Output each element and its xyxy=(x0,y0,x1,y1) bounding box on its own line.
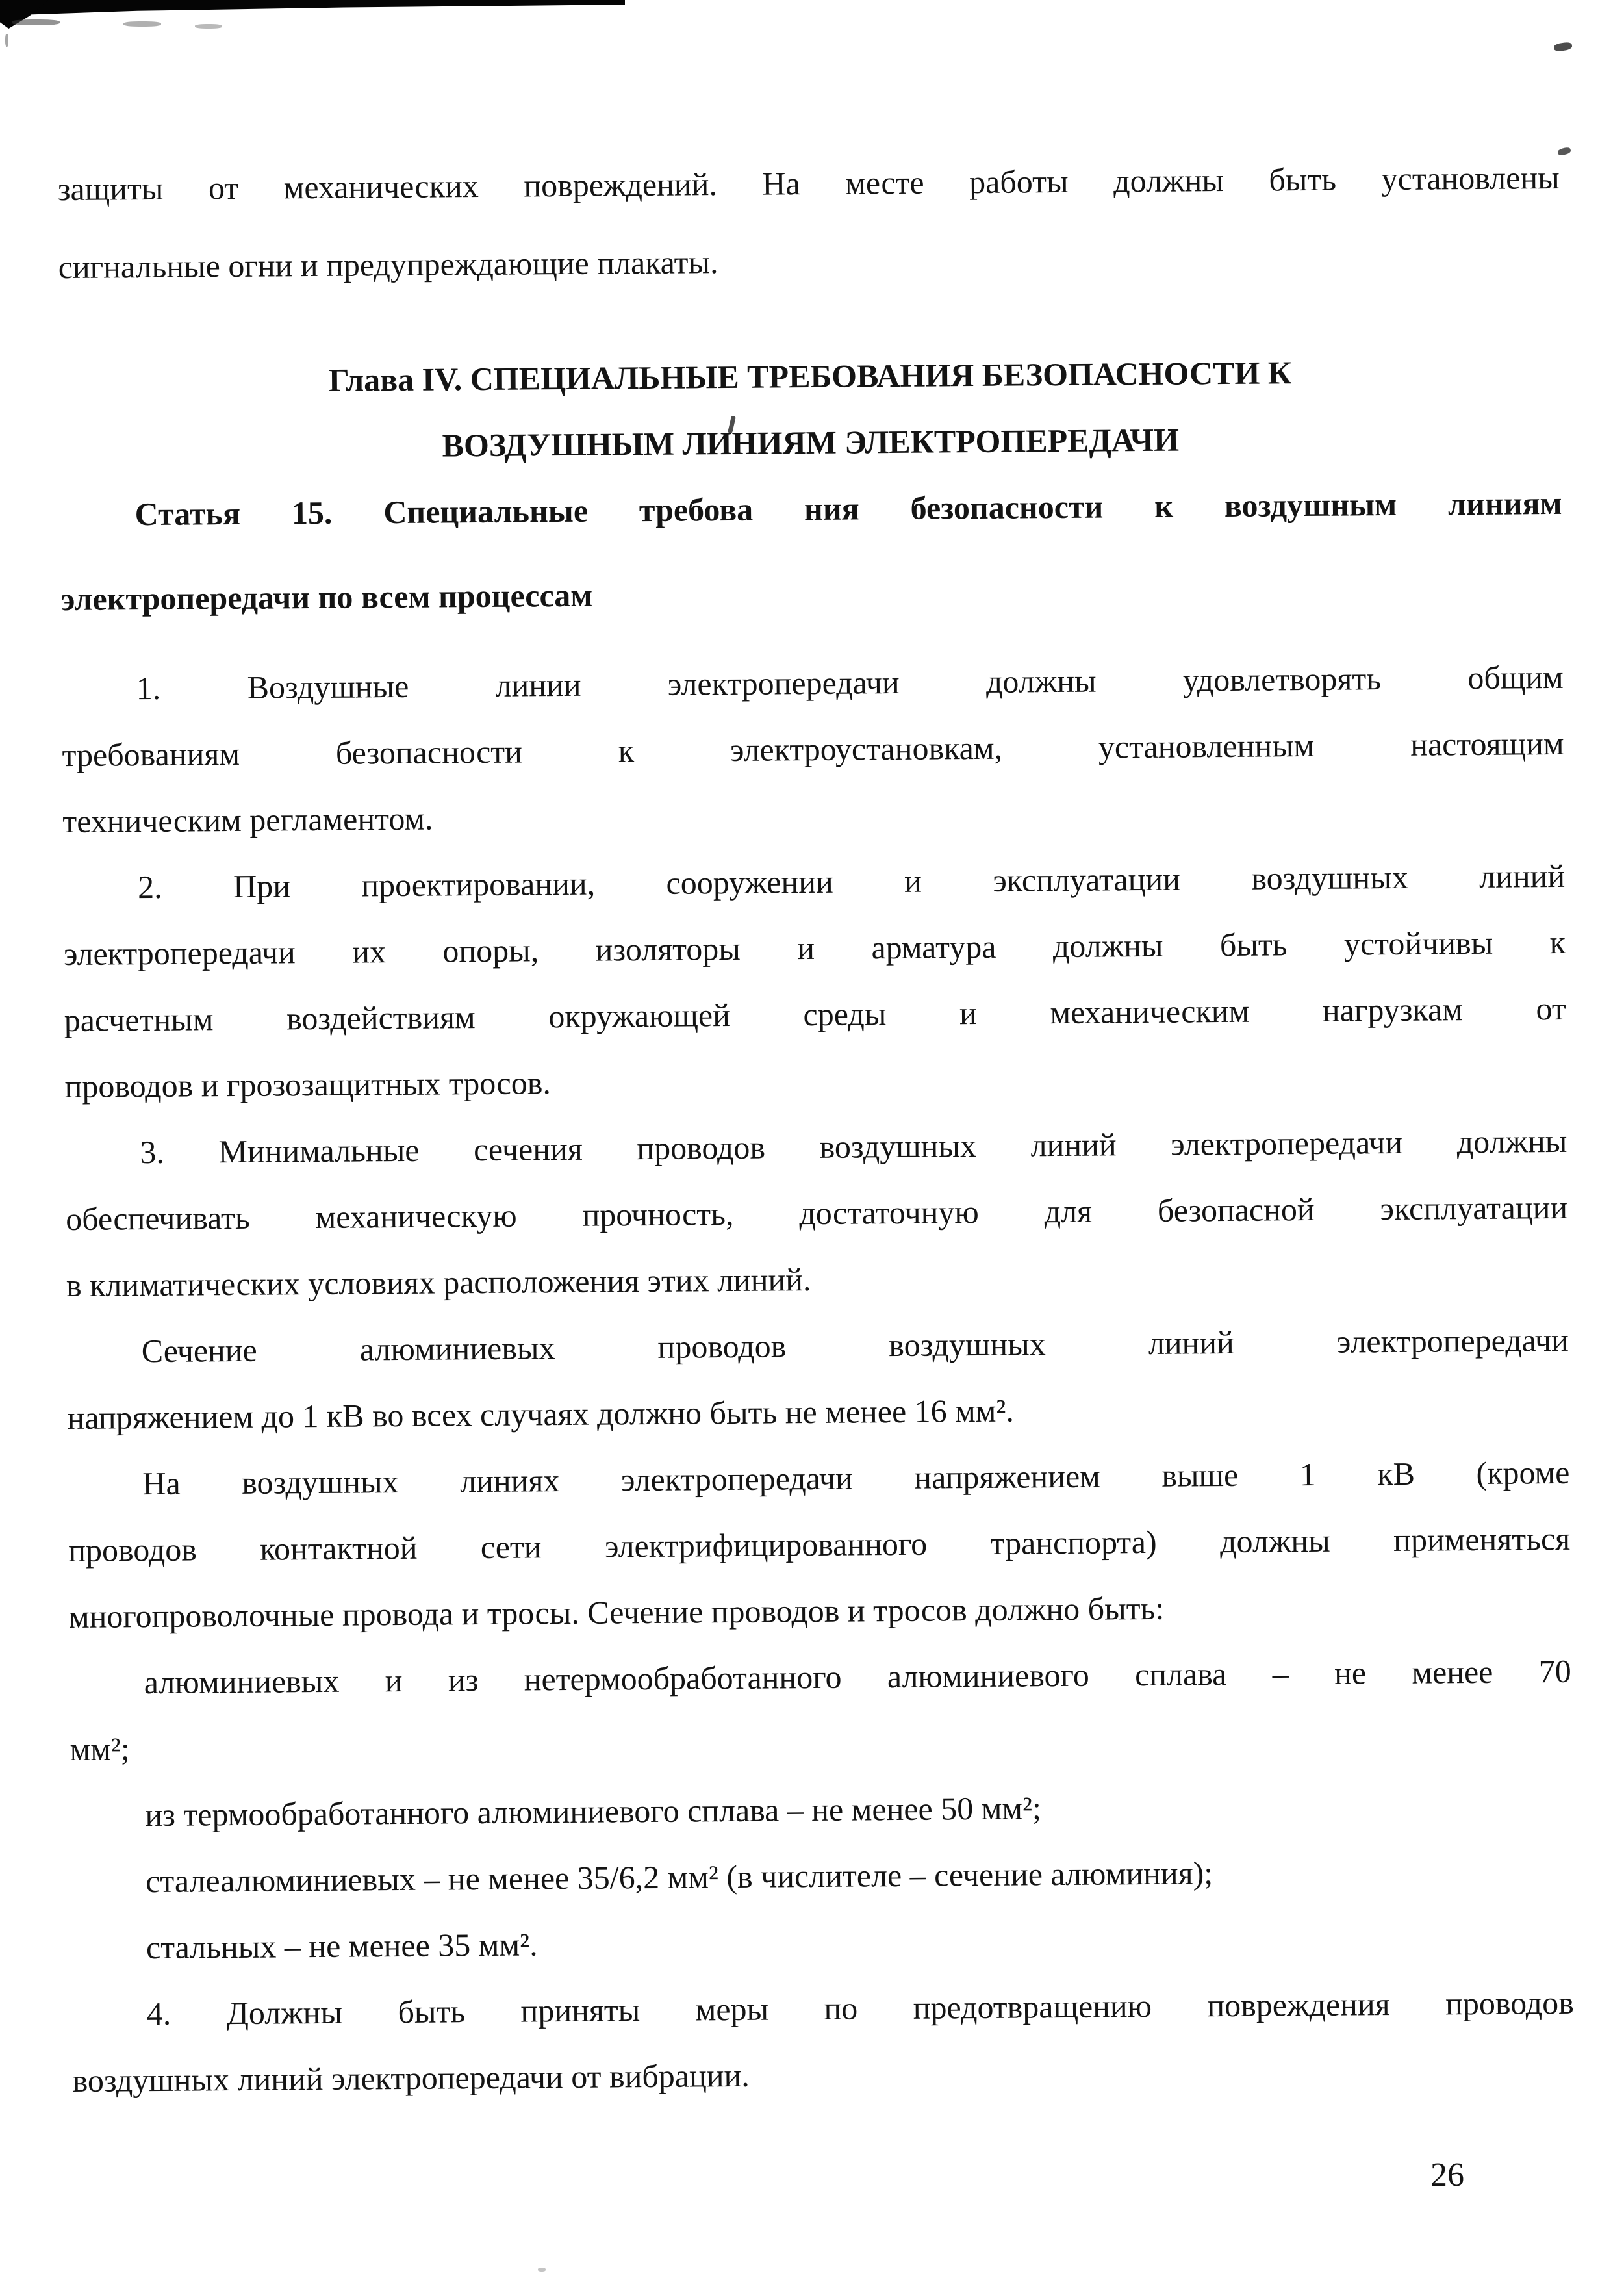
paragraph-3-aluminum-section xyxy=(66,1307,1569,1451)
paragraph-1-line-1: 1. Воздушные линии электропередачи должны удовлетворять общим xyxy=(136,658,1564,707)
aluminum-section-line-1: Сечение алюминиевых проводов воздушных линий электропередачи xyxy=(141,1321,1569,1370)
article-heading-line-2: электропередачи по всем процессам xyxy=(60,576,593,618)
paragraph-3-line-3: в климатических условиях расположения этих линий. xyxy=(66,1261,811,1304)
chapter-heading-line-2: ВОЗДУШНЫМ ЛИНИЯМ ЭЛЕКТРОПЕРЕДАЧИ xyxy=(442,421,1180,464)
chapter-heading xyxy=(59,337,1562,481)
paragraph-1 xyxy=(61,644,1564,854)
paragraph-4-line-2: воздушных линий электропередачи от вибрации. xyxy=(72,2056,750,2099)
paragraph-4-line-1: 4. Должны быть приняты меры по предотвращению повреждения проводов xyxy=(146,1984,1574,2032)
chapter-heading-line-1: Глава IV. СПЕЦИАЛЬНЫЕ ТРЕБОВАНИЯ БЕЗОПАСНОСТИ К xyxy=(328,354,1292,398)
paragraph-2-line-3: расчетным воздействиям окружающей среды и механическим нагрузкам от xyxy=(64,990,1566,1039)
paragraph-2-line-2: электропередачи их опоры, изоляторы и арматура должны быть устойчивы к xyxy=(63,923,1566,973)
scan-speck xyxy=(123,21,161,27)
item-steel-aluminum: сталеалюминиевых – не менее 35/6,2 мм² (в числителе – сечение алюминия); xyxy=(145,1854,1213,1900)
scan-artifact-bar xyxy=(0,0,625,16)
paragraph-2-line-1: 2. При проектировании, сооружении и эксплуатации воздушных линий xyxy=(137,857,1566,906)
paragraph-3-line-1: 3. Минимальные сечения проводов воздушных линий электропередачи должны xyxy=(140,1122,1567,1171)
overhead-lines-line-1: На воздушных линиях электропередачи напряжением выше 1 кВ (кроме xyxy=(142,1454,1570,1502)
intro-line-1: защиты от механических повреждений. На месте работы должны быть установлены xyxy=(57,159,1560,208)
page-number: 26 xyxy=(1430,2157,1464,2194)
article-heading-line-1: Статья 15. Специальные требова ния безопасности к воздушным линиям xyxy=(134,484,1562,533)
scan-speck xyxy=(1553,42,1573,52)
overhead-lines-line-2: проводов контактной сети электрифицированного транспорта) должны применяться xyxy=(68,1520,1571,1569)
paragraph-2 xyxy=(63,843,1567,1120)
paragraph-1-line-2: требованиям безопасности к электроустановкам, установленным настоящим xyxy=(62,724,1564,774)
paragraph-2-line-4: проводов и грозозащитных тросов. xyxy=(64,1064,552,1105)
item-steel: стальных – не менее 35 мм². xyxy=(146,1926,538,1966)
intro-line-2: сигнальные огни и предупреждающие плакаты. xyxy=(58,244,718,286)
overhead-lines-line-3: многопроволочные провода и тросы. Сечение проводов и тросов должно быть: xyxy=(68,1589,1165,1635)
document-text xyxy=(57,144,1575,2114)
aluminum-section-line-2: напряжением до 1 кВ во всех случаях должно быть не менее 16 мм². xyxy=(67,1392,1015,1437)
item-aluminum-line-2: мм²; xyxy=(70,1730,130,1768)
paragraph-1-line-3: техническим регламентом. xyxy=(62,800,433,840)
scan-speck xyxy=(195,24,222,29)
article-heading xyxy=(60,470,1563,632)
paragraph-3-line-2: обеспечивать механическую прочность, достаточную для безопасной эксплуатации xyxy=(65,1188,1568,1238)
item-heat-treated-alloy: из термообработанного алюминиевого сплава – не менее 50 мм²; xyxy=(145,1789,1042,1834)
paragraph-3-overhead-lines-section xyxy=(68,1439,1571,1650)
scan-speck xyxy=(12,19,60,25)
intro-paragraph xyxy=(57,144,1560,300)
paragraph-3 xyxy=(65,1108,1568,1318)
paragraph-4 xyxy=(71,1969,1575,2114)
scan-speck xyxy=(538,2268,546,2272)
scan-speck xyxy=(5,34,8,47)
item-aluminum-line-1: алюминиевых и из нетермообработанного алюминиевого сплава – не менее 70 xyxy=(144,1652,1571,1701)
cross-section-items xyxy=(69,1638,1573,1981)
